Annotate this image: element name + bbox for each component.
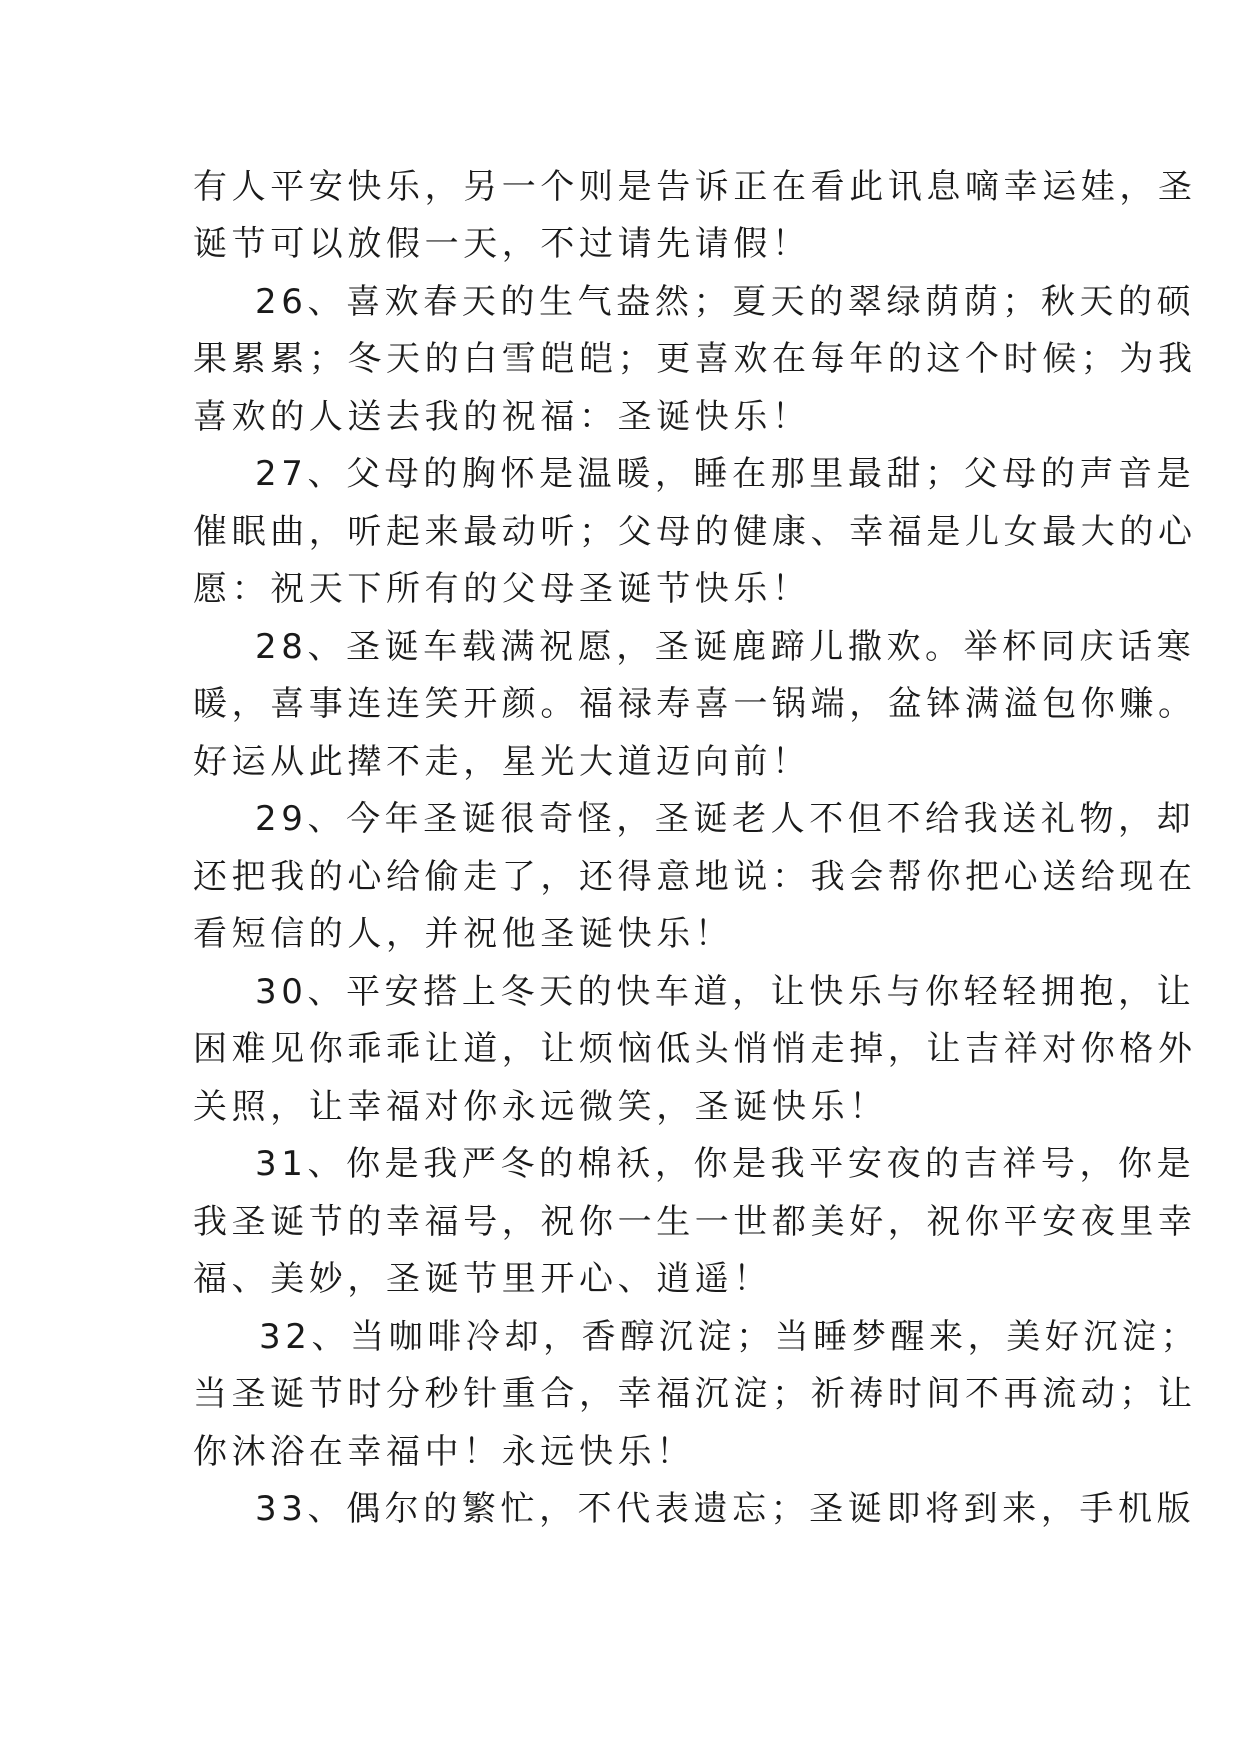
text-line: 30、平安搭上冬天的快车道，让快乐与你轻轻拥抱，让 bbox=[255, 972, 1196, 1012]
text-line: 困难见你乖乖让道，让烦恼低头悄悄走掉，让吉祥对你格外 bbox=[193, 1029, 1197, 1069]
text-line: 31、你是我严冬的棉袄，你是我平安夜的吉祥号，你是 bbox=[255, 1144, 1196, 1184]
text-line: 暖，喜事连连笑开颜。福禄寿喜一锅端，盆钵满溢包你赚。 bbox=[193, 684, 1197, 724]
text-line: 愿：祝天下所有的父母圣诞节快乐！ bbox=[193, 569, 811, 609]
text-line: 26、喜欢春天的生气盎然；夏天的翠绿荫荫；秋天的硕 bbox=[255, 282, 1196, 322]
text-line: 有人平安快乐，另一个则是告诉正在看此讯息嘀幸运娃，圣 bbox=[193, 167, 1197, 207]
text-line: 喜欢的人送去我的祝福：圣诞快乐！ bbox=[193, 397, 811, 437]
text-line: 看短信的人，并祝他圣诞快乐！ bbox=[193, 914, 734, 954]
text-line: 我圣诞节的幸福号，祝你一生一世都美好，祝你平安夜里幸 bbox=[193, 1202, 1197, 1242]
text-line: 29、今年圣诞很奇怪，圣诞老人不但不给我送礼物，却 bbox=[255, 799, 1196, 839]
text-line: 32、当咖啡冷却，香醇沉淀；当睡梦醒来，美好沉淀； bbox=[259, 1317, 1200, 1357]
text-line: 27、父母的胸怀是温暖，睡在那里最甜；父母的声音是 bbox=[255, 454, 1196, 494]
text-line: 关照，让幸福对你永远微笑，圣诞快乐！ bbox=[193, 1087, 888, 1127]
text-line: 福、美妙，圣诞节里开心、逍遥！ bbox=[193, 1259, 772, 1299]
text-line: 诞节可以放假一天，不过请先请假！ bbox=[193, 224, 811, 264]
text-line: 果累累；冬天的白雪皑皑；更喜欢在每年的这个时候；为我 bbox=[193, 339, 1197, 379]
text-line: 还把我的心给偷走了，还得意地说：我会帮你把心送给现在 bbox=[193, 857, 1197, 897]
text-line: 催眠曲，听起来最动听；父母的健康、幸福是儿女最大的心 bbox=[193, 512, 1197, 552]
text-line: 当圣诞节时分秒针重合，幸福沉淀；祈祷时间不再流动；让 bbox=[193, 1374, 1197, 1414]
text-line: 28、圣诞车载满祝愿，圣诞鹿蹄儿撒欢。举杯同庆话寒 bbox=[255, 627, 1196, 667]
text-line: 你沐浴在幸福中！永远快乐！ bbox=[193, 1432, 695, 1472]
text-line: 33、偶尔的繁忙，不代表遗忘；圣诞即将到来，手机版 bbox=[255, 1489, 1196, 1529]
text-line: 好运从此撵不走，星光大道迈向前！ bbox=[193, 742, 811, 782]
